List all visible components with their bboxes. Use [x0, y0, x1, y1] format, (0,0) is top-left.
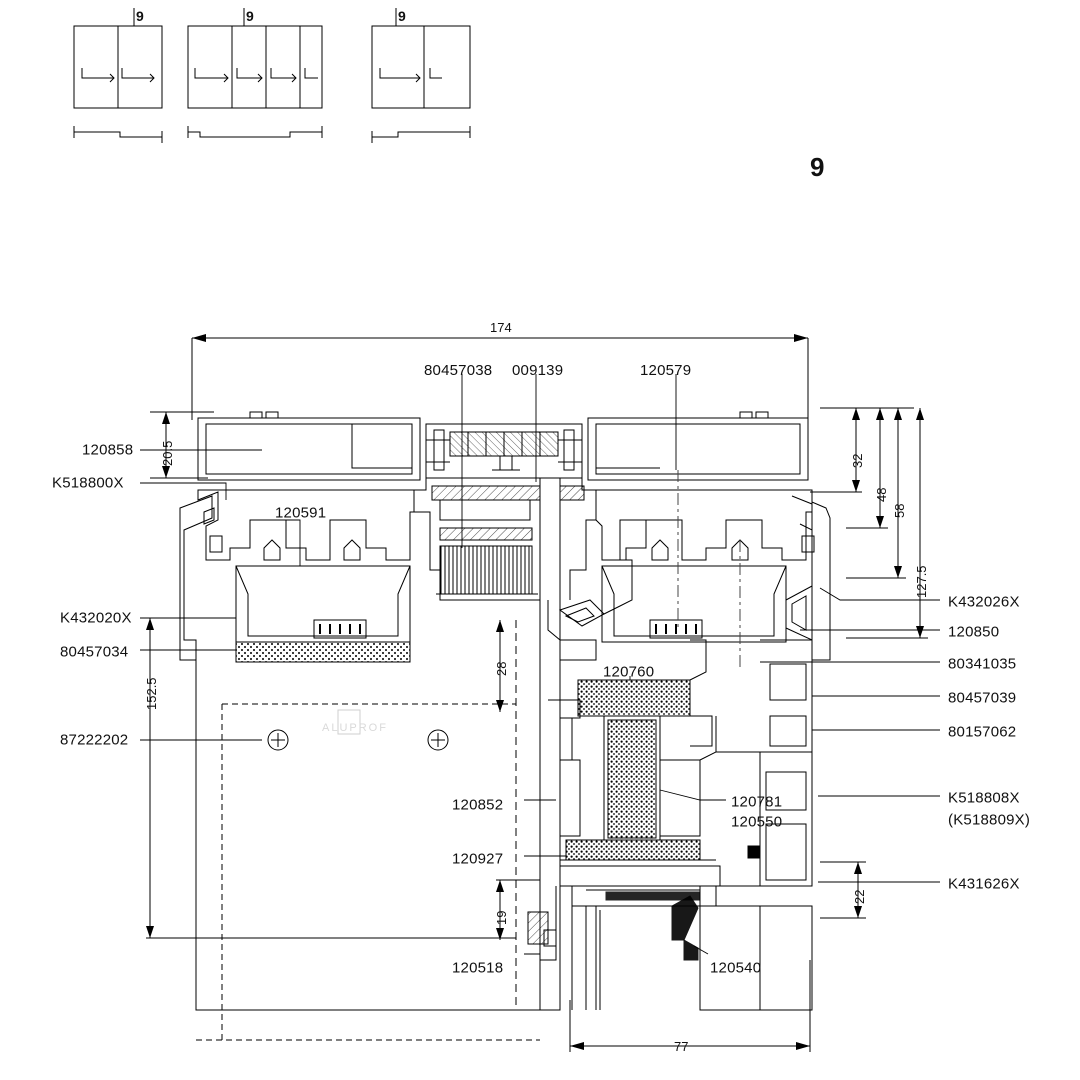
leader-lines-left	[140, 450, 300, 740]
part-label-120591: 120591	[275, 504, 327, 522]
detail-tag-3: 9	[398, 8, 406, 24]
left-panel-outline	[196, 620, 540, 1040]
part-label-80157062: 80157062	[948, 723, 1017, 741]
part-label-120760: 120760	[603, 663, 655, 681]
part-label-120858: 120858	[82, 441, 134, 459]
dimension-77	[570, 960, 810, 1052]
part-label-K432020X: K432020X	[60, 609, 132, 627]
profile-top-left-rail	[198, 412, 420, 480]
part-label-80457038: 80457038	[424, 362, 493, 379]
part-label-K432026X: K432026X	[948, 593, 1020, 611]
dimension-152.5-label: 152.5	[144, 677, 159, 710]
profile-right-sash	[596, 490, 830, 660]
lower-sill-assembly	[528, 886, 700, 960]
dimension-48-label: 48	[874, 487, 889, 502]
part-label-K518809X: (K518809X)	[948, 811, 1031, 829]
dimension-32-label: 32	[850, 453, 865, 468]
dimension-127.5-label: 127.5	[914, 565, 929, 598]
central-mullion	[414, 478, 812, 1010]
dimension-127.5	[846, 408, 928, 638]
detail-number-big: 9	[810, 152, 825, 182]
detail-tag-2: 9	[246, 8, 254, 24]
center-lines	[678, 470, 740, 670]
dimension-28-label: 28	[494, 661, 509, 676]
part-label-120781: 120781	[731, 793, 783, 811]
part-label-120850: 120850	[948, 623, 1000, 641]
dimension-22-label: 22	[852, 889, 867, 904]
part-label-009139: 009139	[512, 362, 564, 379]
elevation-thumb-3	[372, 8, 470, 143]
part-label-80341035: 80341035	[948, 655, 1017, 673]
part-label-120518: 120518	[452, 959, 504, 977]
part-label-120579: 120579	[640, 362, 692, 379]
dimension-77-label: 77	[674, 1039, 689, 1054]
detail-tag-1: 9	[136, 8, 144, 24]
watermark: ALUPROF	[322, 722, 388, 734]
dimension-20.5-label: 20.5	[160, 440, 175, 466]
part-label-K518808X: K518808X	[948, 789, 1020, 807]
dimension-19-label: 19	[494, 910, 509, 925]
profile-top-right-rail	[588, 412, 808, 480]
part-label-80457039: 80457039	[948, 689, 1017, 707]
part-label-K518800X: K518800X	[52, 474, 124, 492]
part-label-87222202: 87222202	[60, 731, 129, 749]
part-label-120852: 120852	[452, 796, 504, 814]
dimension-48	[846, 408, 888, 528]
leader-lines-top	[462, 374, 676, 548]
central-top-assembly	[426, 424, 582, 478]
dimension-174-label: 174	[490, 320, 512, 335]
part-label-80457034: 80457034	[60, 643, 129, 661]
dimension-152.5	[146, 618, 516, 938]
elevation-thumb-1	[74, 8, 162, 143]
part-label-120540: 120540	[710, 959, 762, 977]
dimension-174	[192, 334, 808, 420]
elevation-thumb-2	[188, 8, 322, 138]
dimension-58-label: 58	[892, 503, 907, 518]
leader-lines-right	[760, 588, 940, 882]
part-label-120550: 120550	[731, 813, 783, 831]
part-label-120927: 120927	[452, 850, 504, 868]
part-label-K431626X: K431626X	[948, 875, 1020, 893]
